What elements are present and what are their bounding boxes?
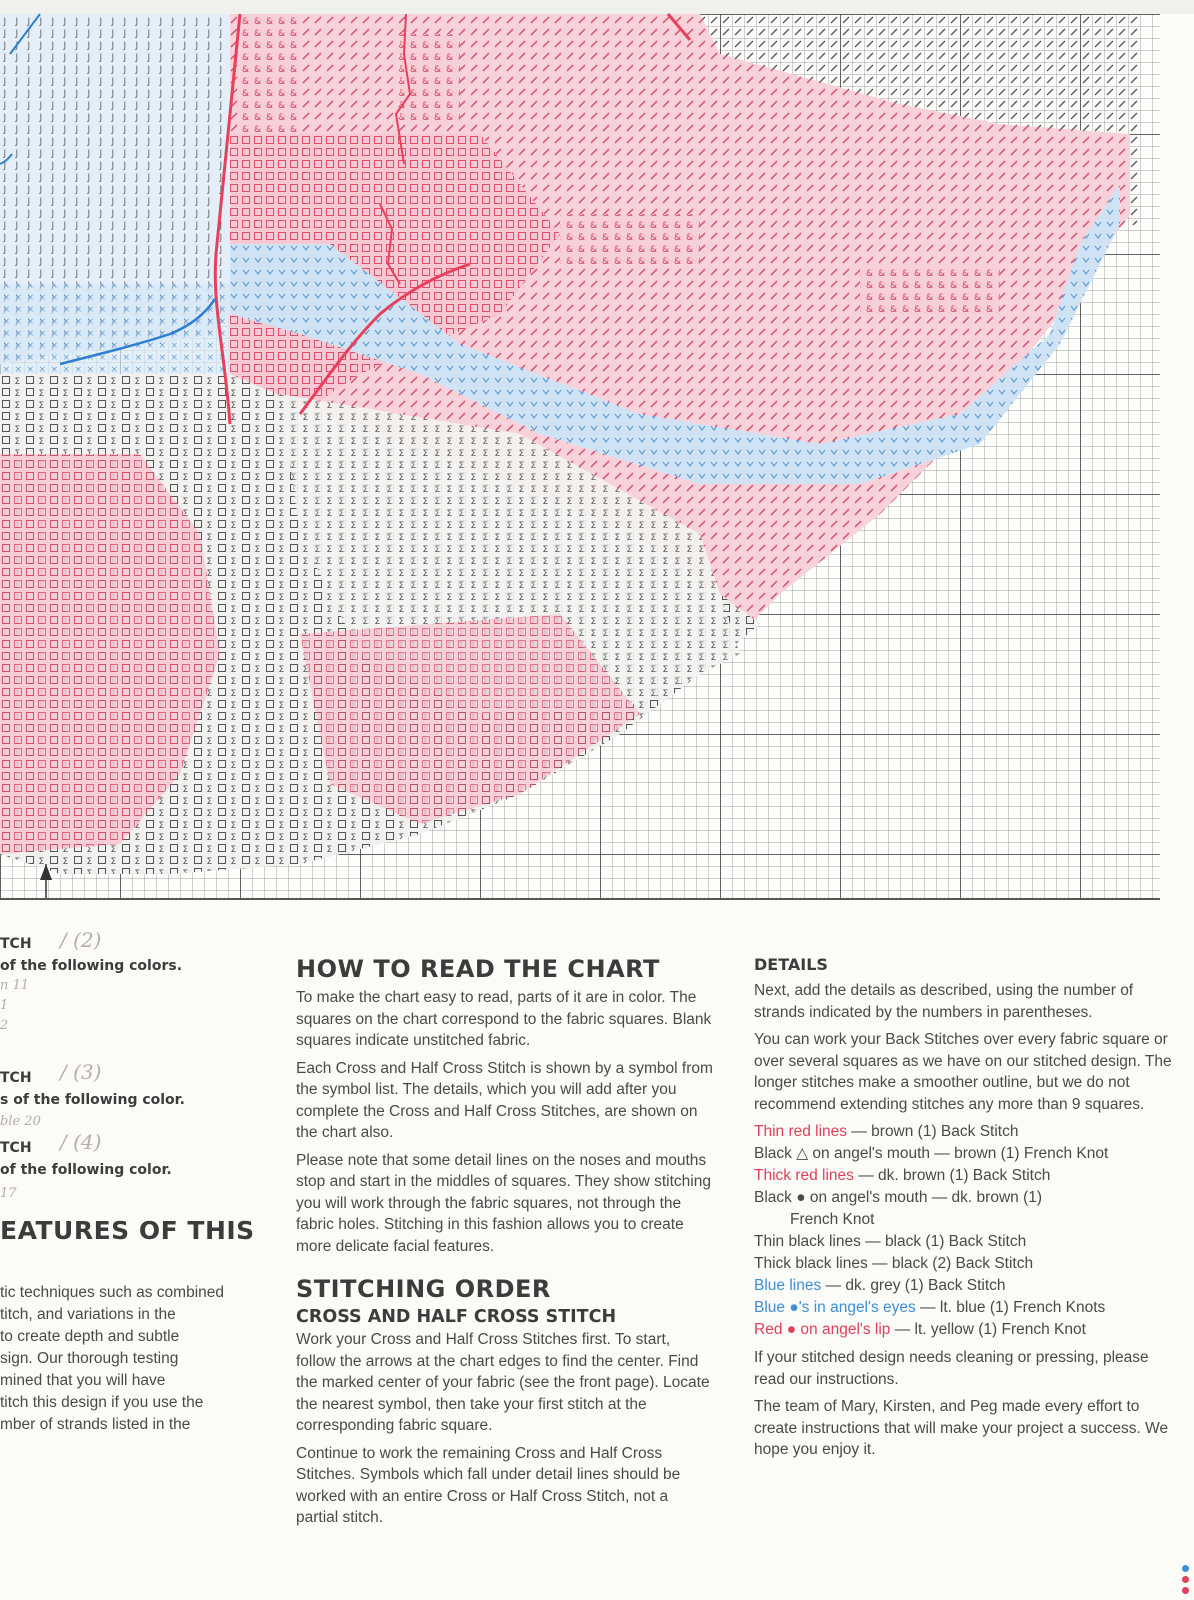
how-to-read-paragraph-3: Please note that some detail lines on the noses and mouths stop and start in the middles of squares. They show stitching you will work through the fabric squares, not through the fabric holes. Stitching in this fashion allows you to create more delicate facial features. — [296, 1151, 711, 1255]
strands-note-3: / (4) — [60, 1130, 102, 1154]
features-line: titch this design if you use the — [0, 1394, 204, 1411]
strands-note-2: / (3) — [60, 1060, 102, 1084]
features-line: to create depth and subtle — [0, 1328, 180, 1345]
detail-item — [754, 1275, 1176, 1297]
colors-label-3: of the following color. — [0, 1162, 172, 1178]
stitch-label-2: TCH — [0, 1070, 32, 1086]
details-paragraph-2: You can work your Back Stitches over every fabric square or over several squares as we have on our stitched design. The longer stitches make a smoother outline, but we do not recommend extending stitches any more than 9 squares. — [754, 1031, 1172, 1113]
detail-text: — lt. blue (1) French Knots — [915, 1299, 1106, 1316]
how-to-read-paragraph-2: Each Cross and Half Cross Stitch is shown by a symbol from the symbol list. The details, which you will add after you complete the Cross and Half Cross Stitches, are shown on the chart also. — [296, 1059, 713, 1141]
colors-label-1: of the following colors. — [0, 958, 183, 974]
detail-text: — brown (1) Back Stitch — [847, 1123, 1019, 1140]
hand-note-e: 17 — [0, 1186, 17, 1201]
features-line: mber of strands listed in the — [0, 1416, 191, 1433]
detail-item — [754, 1121, 1176, 1143]
stitch-label-1: TCH — [0, 936, 32, 952]
detail-text: — dk. brown (1) Back Stitch — [853, 1167, 1051, 1184]
chart-bottom-border — [0, 898, 1160, 900]
detail-item — [754, 1187, 1176, 1209]
detail-key: Blue ●'s in angel's eyes — [754, 1299, 916, 1316]
detail-text: — lt. yellow (1) French Knot — [890, 1321, 1086, 1338]
detail-item — [754, 1319, 1176, 1341]
details-paragraph-1: Next, add the details as described, using the number of strands indicated by the numbers in parentheses. — [754, 982, 1134, 1021]
middle-column — [296, 955, 714, 1535]
details-heading: DETAILS — [754, 955, 828, 974]
detail-text: — dk. grey (1) Back Stitch — [821, 1277, 1006, 1294]
detail-text: Black △ on angel's mouth — brown (1) French Knot — [754, 1145, 1109, 1162]
strands-note-1: / (2) — [60, 928, 102, 952]
stitching-order-paragraph-1: Work your Cross and Half Cross Stitches first. To start, follow the arrows at the chart edges to find the center. Find the marked center of your fabric (see the front page). Locate the nearest symbol, then take your first stitch at the corresponding fabric square. — [296, 1331, 710, 1434]
hand-note-a: n 11 — [0, 978, 30, 993]
how-to-read-paragraph-1: To make the chart easy to read, parts of it are in color. The squares on the chart correspond to the fabric squares. Blank squares indicate unstitched fabric. — [296, 989, 712, 1049]
registration-dot — [1182, 1587, 1189, 1594]
detail-key: Thin red lines — [754, 1123, 848, 1140]
stitching-order-heading: STITCHING ORDER — [296, 1275, 551, 1303]
page-top-edge — [0, 0, 1194, 14]
detail-key: Red ● on angel's lip — [754, 1321, 891, 1338]
detail-item — [754, 1297, 1176, 1319]
detail-item — [754, 1231, 1176, 1253]
detail-item — [754, 1253, 1176, 1275]
registration-dot — [1182, 1565, 1189, 1572]
detail-text: Thin black lines — black (1) Back Stitch — [754, 1233, 1027, 1250]
hand-note-d: ble 20 — [0, 1114, 41, 1129]
detail-text: Thick black lines — black (2) Back Stitch — [754, 1255, 1034, 1272]
detail-item — [754, 1143, 1176, 1165]
details-paragraph-3: If your stitched design needs cleaning or pressing, please read our instructions. — [754, 1349, 1149, 1388]
features-line: mined that you will have — [0, 1372, 166, 1389]
details-list — [754, 1121, 1176, 1341]
chart-artwork — [0, 14, 1160, 900]
features-line: sign. Our thorough testing — [0, 1350, 179, 1367]
cross-stitch-chart — [0, 14, 1160, 900]
registration-dots — [1182, 1565, 1190, 1598]
cross-stitch-subheading: CROSS AND HALF CROSS STITCH — [296, 1307, 617, 1327]
detail-text: Black ● on angel's mouth — dk. brown (1) — [754, 1189, 1043, 1206]
colors-label-2: s of the following color. — [0, 1092, 185, 1108]
features-heading: EATURES OF THIS — [0, 1216, 255, 1245]
hand-note-c: 2 — [0, 1018, 9, 1033]
features-line: tic techniques such as combined — [0, 1284, 225, 1301]
detail-item — [754, 1165, 1176, 1187]
hand-note-b: 1 — [0, 998, 9, 1013]
detail-key: Blue lines — [754, 1277, 822, 1294]
registration-dot — [1182, 1576, 1189, 1583]
how-to-read-heading: HOW TO READ THE CHART — [296, 955, 660, 983]
stitch-label-3: TCH — [0, 1140, 32, 1156]
features-line: titch, and variations in the — [0, 1306, 176, 1323]
detail-text: French Knot — [790, 1211, 875, 1228]
right-column — [754, 955, 1176, 1467]
detail-item — [754, 1209, 1176, 1231]
detail-key: Thick red lines — [754, 1167, 854, 1184]
details-paragraph-4: The team of Mary, Kirsten, and Peg made every effort to create instructions that will make your project a success. We hope you enjoy it. — [754, 1398, 1169, 1458]
stitching-order-paragraph-2: Continue to work the remaining Cross and Half Cross Stitches. Symbols which fall under detail lines should be worked with an entire Cross or Half Cross Stitch, not a partial stitch. — [296, 1444, 681, 1526]
left-column — [0, 928, 262, 1468]
